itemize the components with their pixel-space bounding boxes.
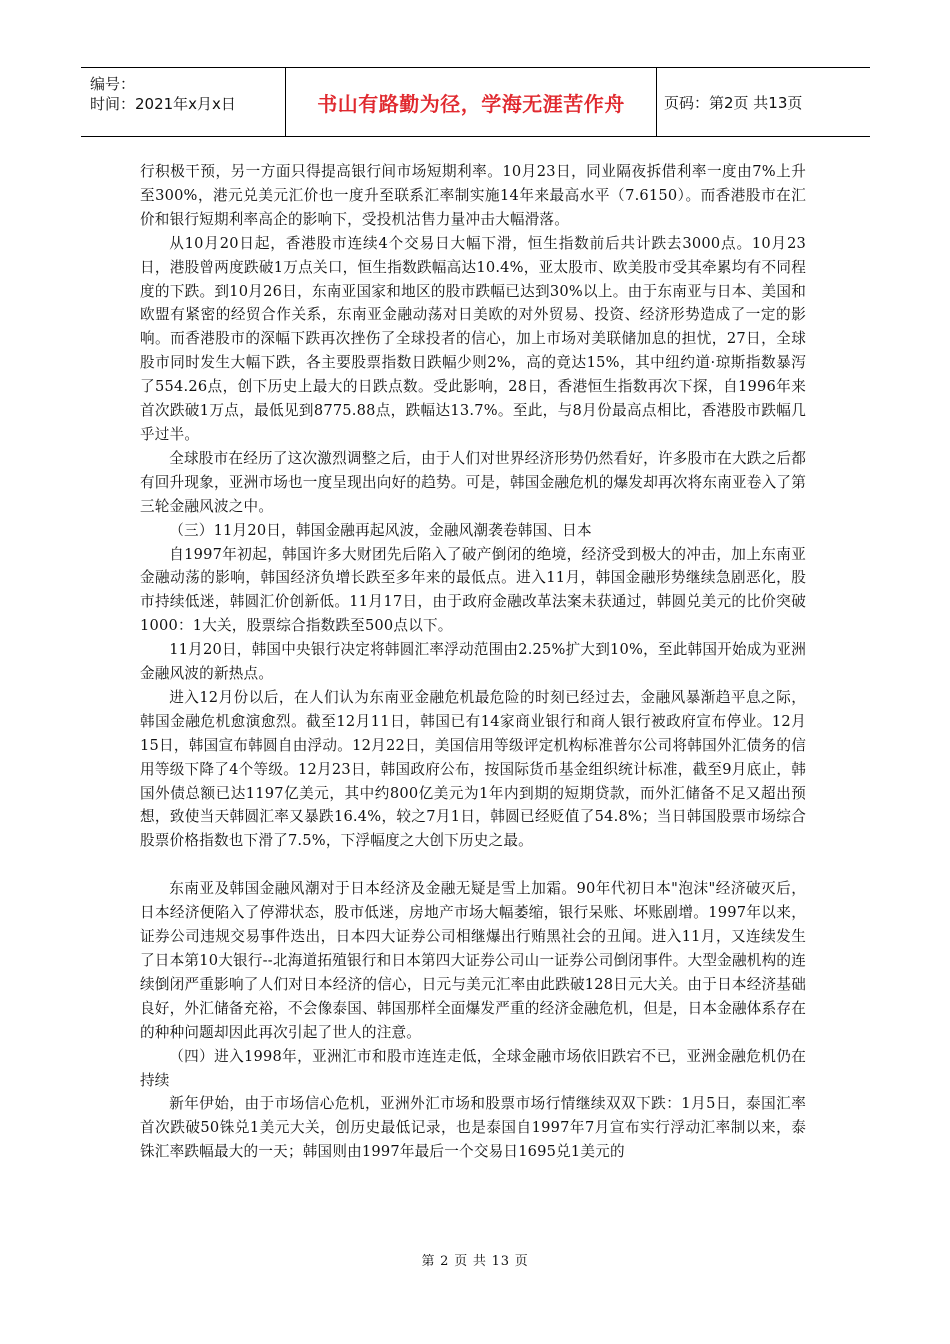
paragraph: 全球股市在经历了这次激烈调整之后，由于人们对世界经济形势仍然看好，许多股市在大跌之后都有回升现象，亚洲市场也一度呈现出向好的趋势。可是，韩国金融危机的爆发却再次将东南亚卷入了第三轮金融风波之中。 xyxy=(140,449,806,515)
date-label: 时间：2021年x月x日 xyxy=(90,95,236,113)
header-motto: 书山有路勤为径，学海无涯苦作舟 xyxy=(285,68,657,136)
serial-label: 编号： xyxy=(90,75,136,93)
page-header xyxy=(81,67,870,137)
paragraph: 11月20日，韩国中央银行决定将韩圆汇率浮动范围由2.25%扩大到10%，至此韩国开始成为亚洲金融风波的新热点。 xyxy=(140,641,806,683)
section-heading: （四）进入1998年，亚洲汇市和股市连连走低，全球金融市场依旧跌宕不已，亚洲金融危机仍在持续 xyxy=(140,1047,806,1089)
paragraph: 东南亚及韩国金融风潮对于日本经济及金融无疑是雪上加霜。90年代初日本"泡沫"经济破灭后，日本经济便陷入了停滞状态，股市低迷，房地产市场大幅萎缩，银行呆账、坏账剧增。1997年以来，证券公司违规交易事件迭出，日本四大证券公司相继爆出行贿黑社会的丑闻。进入11月，又连续发生了日本第10大银行--北海道拓殖银行和日本第四大证券公司山一证券公司倒闭事件。大型金融机构的连续倒闭严重影响了人们对日本经济的信心，日元与美元汇率由此跌破128日元大关。由于日本经济基础良好，外汇储备充裕，不会像泰国、韩国那样全面爆发严重的经济金融危机，但是，日本金融体系存在的种种问题却因此再次引起了世人的注意。 xyxy=(140,880,806,1041)
paragraph: 进入12月份以后，在人们认为东南亚金融危机最危险的时刻已经过去，金融风暴渐趋平息之际，韩国金融危机愈演愈烈。截至12月11日，韩国已有14家商业银行和商人银行被政府宣布停业。12月15日，韩国宣布韩圆自由浮动。12月22日，美国信用等级评定机构标准普尔公司将韩国外汇债务的信用等级下降了4个等级。12月23日，韩国政府公布，按国际货币基金组织统计标准，截至9月底止，韩国外债总额已达1197亿美元，其中约800亿美元为1年内到期的短期贷款，而外汇储备不足又超出预想，致使当天韩圆汇率又暴跌16.4%，较之7月1日，韩圆已经贬值了54.8%；当日韩国股票市场综合股票价格指数也下滑了7.5%，下浮幅度之大创下历史之最。 xyxy=(140,688,806,850)
page-footer: 第 2 页 共 13 页 xyxy=(421,1254,529,1269)
paragraph: 从10月20日起，香港股市连续4个交易日大幅下滑，恒生指数前后共计跌去3000点。10月23日，港股曾两度跌破1万点关口，恒生指数跌幅高达10.4%，亚太股市、欧美股市受其牵累均有不同程度的下跌。到10月26日，东南亚国家和地区的股市跌幅已达到30%以上。由于东南亚与日本、美国和欧盟有紧密的经贸合作关系，东南亚金融动荡对日美欧的对外贸易、投资、经济形势造成了一定的影响。而香港股市的深幅下跌再次挫伤了全球投者的信心，加上市场对美联储加息的担忧，27日，全球股市同时发生大幅下跌，各主要股票指数日跌幅少则2%，高的竟达15%，其中纽约道·琼斯指数暴泻了554.26点，创下历史上最大的日跌点数。受此影响，28日，香港恒生指数再次下探，自1996年来首次跌破1万点，最低见到8775.88点，跌幅达13.7%。至此，与8月份最高点相比，香港股市跌幅几乎过半。 xyxy=(140,234,806,443)
body-text xyxy=(140,160,806,1164)
paragraph: 自1997年初起，韩国许多大财团先后陷入了破产倒闭的绝境，经济受到极大的冲击，加上东南亚金融动荡的影响，韩国经济负增长跌至多年来的最低点。进入11月，韩国金融形势继续急剧恶化，股市持续低迷，韩圆汇价创新低。11月17日，由于政府金融改革法案未获通过，韩圆兑美元的比价突破1000：1大关，股票综合指数跌至500点以下。 xyxy=(140,545,806,635)
paragraph: 行积极干预，另一方面只得提高银行间市场短期利率。10月23日，同业隔夜拆借利率一度由7%上升至300%，港元兑美元汇价也一度升至联系汇率制实施14年来最高水平（7.6150）。而香港股市在汇价和银行短期利率高企的影响下，受投机沽售力量冲击大幅滑落。 xyxy=(140,163,806,228)
paragraph: 新年伊始，由于市场信心危机，亚洲外汇市场和股票市场行情继续双双下跌：1月5日，泰国汇率首次跌破50铢兑1美元大关，创历史最低记录，也是泰国自1997年7月宣布实行浮动汇率制以来，泰铢汇率跌幅最大的一天；韩国则由1997年最后一个交易日1695兑1美元的 xyxy=(140,1095,806,1161)
header-meta xyxy=(81,68,285,136)
section-heading: （三）11月20日，韩国金融再起风波，金融风潮袭卷韩国、日本 xyxy=(169,521,592,539)
header-page-info: 页码：第2页 共13页 xyxy=(664,93,803,112)
